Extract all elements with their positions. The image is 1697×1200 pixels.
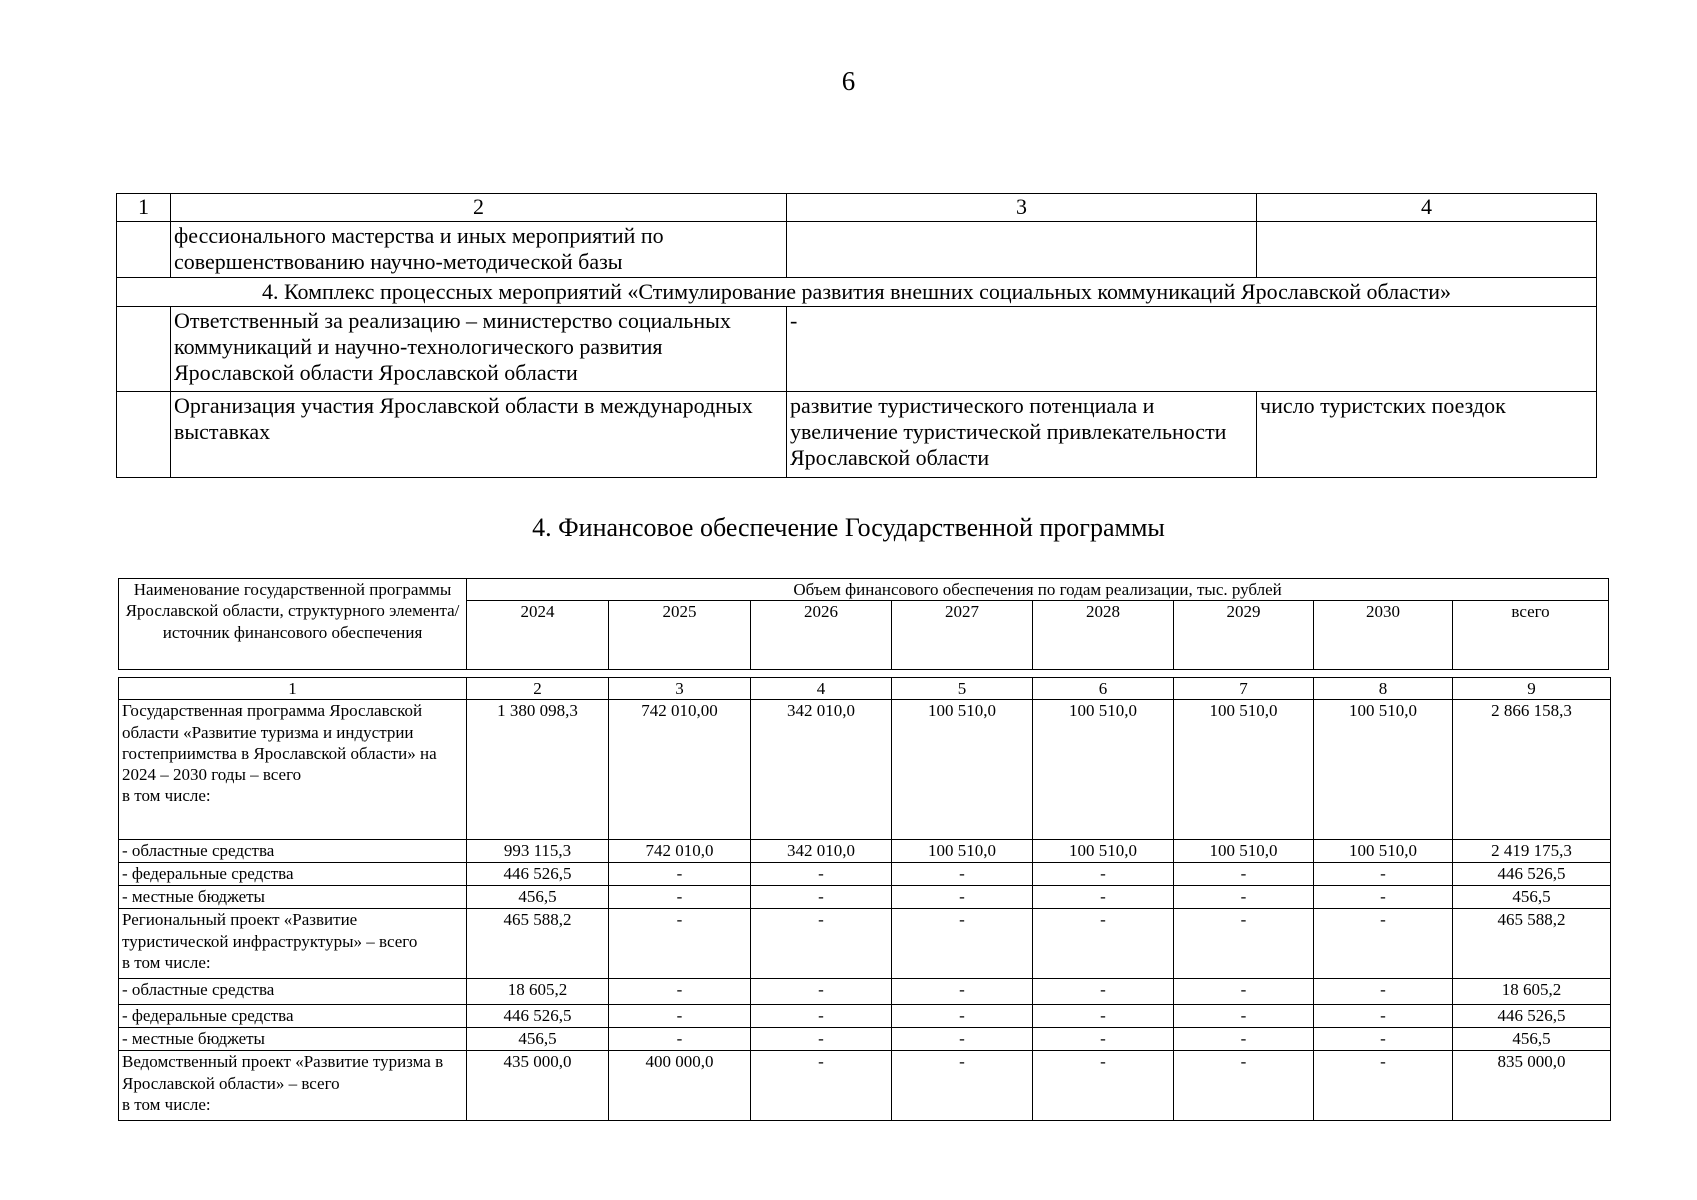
column-number: 5	[892, 678, 1033, 700]
year-value: 435 000,0	[467, 1051, 609, 1121]
responsible-text: Ответственный за реализацию – министерство социальных коммуникаций и научно-технологического развития Ярославской области Ярославской области	[171, 307, 787, 392]
row-name: Ведомственный проект «Развитие туризма в Ярославской области» – всего в том числе:	[119, 1051, 467, 1121]
table-row	[119, 700, 1611, 840]
year-value: 742 010,0	[609, 840, 751, 863]
year-value: 100 510,0	[1314, 700, 1453, 840]
year-value: -	[892, 1028, 1033, 1051]
year-value: 446 526,5	[467, 1005, 609, 1028]
table-row	[119, 1051, 1611, 1121]
year-value: -	[1314, 909, 1453, 979]
row-name: - местные бюджеты	[119, 886, 467, 909]
year-value: 342 010,0	[751, 840, 892, 863]
row-name: - федеральные средства	[119, 863, 467, 886]
table-row	[117, 307, 1597, 392]
year-header: 2029	[1174, 601, 1314, 670]
year-value: -	[1174, 1005, 1314, 1028]
year-header: 2027	[892, 601, 1033, 670]
activity-name: Организация участия Ярославской области в международных выставках	[171, 392, 787, 478]
empty-cell	[117, 222, 171, 278]
header-row	[119, 579, 1609, 601]
year-value: -	[609, 1028, 751, 1051]
year-value: -	[1174, 1051, 1314, 1121]
column-number: 9	[1453, 678, 1611, 700]
year-value: 400 000,0	[609, 1051, 751, 1121]
table-row	[119, 863, 1611, 886]
section-title: 4. Финансовое обеспечение Государственной программы	[532, 513, 1165, 542]
table-row	[119, 886, 1611, 909]
year-value: -	[1033, 979, 1174, 1005]
year-value: -	[1314, 1005, 1453, 1028]
year-value: -	[892, 863, 1033, 886]
empty-cell	[117, 307, 171, 392]
year-value: -	[1033, 909, 1174, 979]
year-value: 100 510,0	[1033, 700, 1174, 840]
row-name: - местные бюджеты	[119, 1028, 467, 1051]
year-value: 100 510,0	[1033, 840, 1174, 863]
table-row	[117, 222, 1597, 278]
year-value: 742 010,00	[609, 700, 751, 840]
total-value: 18 605,2	[1453, 979, 1611, 1005]
total-value: 2 866 158,3	[1453, 700, 1611, 840]
year-value: -	[1314, 1028, 1453, 1051]
row-name: Государственная программа Ярославской области «Развитие туризма и индустрии гостеприимства в Ярославской области» на 2024 – 2030 годы – всего в том числе:	[119, 700, 467, 840]
table-row	[119, 840, 1611, 863]
year-value: -	[1033, 886, 1174, 909]
year-value: 342 010,0	[751, 700, 892, 840]
year-header: 2028	[1033, 601, 1174, 670]
total-value: 446 526,5	[1453, 863, 1611, 886]
column-number: 3	[787, 194, 1257, 222]
year-value: 446 526,5	[467, 863, 609, 886]
total-value: 446 526,5	[1453, 1005, 1611, 1028]
year-value: -	[609, 909, 751, 979]
year-value: -	[892, 1005, 1033, 1028]
table-header-row	[117, 194, 1597, 222]
year-value: 100 510,0	[1174, 840, 1314, 863]
table-row	[119, 1005, 1611, 1028]
year-header: 2024	[467, 601, 609, 670]
year-value: -	[892, 1051, 1033, 1121]
year-value: -	[1033, 1005, 1174, 1028]
year-value: 993 115,3	[467, 840, 609, 863]
year-value: -	[1174, 909, 1314, 979]
volume-header: Объем финансового обеспечения по годам реализации, тыс. рублей	[467, 579, 1609, 601]
responsible-value: -	[787, 307, 1597, 392]
row-name: - областные средства	[119, 840, 467, 863]
empty-cell	[117, 392, 171, 478]
year-value: -	[751, 1005, 892, 1028]
year-value: -	[751, 909, 892, 979]
table-row	[119, 909, 1611, 979]
year-value: -	[1314, 863, 1453, 886]
finance-table	[118, 677, 1611, 1121]
year-value: 100 510,0	[1314, 840, 1453, 863]
year-value: -	[892, 886, 1033, 909]
year-value: -	[751, 863, 892, 886]
year-value: -	[609, 886, 751, 909]
year-value: -	[1314, 979, 1453, 1005]
column-number: 1	[119, 678, 467, 700]
total-value: 835 000,0	[1453, 1051, 1611, 1121]
activities-table	[116, 193, 1597, 478]
section-heading-row	[117, 278, 1597, 307]
section-heading: 4. Комплекс процессных мероприятий «Стимулирование развития внешних социальных коммуникаций Ярославской области»	[117, 278, 1597, 307]
year-value: -	[1314, 886, 1453, 909]
year-value: -	[1174, 979, 1314, 1005]
year-value: -	[1174, 1028, 1314, 1051]
year-value: 1 380 098,3	[467, 700, 609, 840]
year-value: -	[1033, 1051, 1174, 1121]
year-value: -	[1314, 1051, 1453, 1121]
empty-cell	[787, 222, 1257, 278]
total-value: 465 588,2	[1453, 909, 1611, 979]
year-value: 18 605,2	[467, 979, 609, 1005]
year-value: -	[1033, 863, 1174, 886]
year-value: -	[751, 886, 892, 909]
table-row	[117, 392, 1597, 478]
year-value: 100 510,0	[892, 700, 1033, 840]
year-header: 2026	[751, 601, 892, 670]
year-value: -	[609, 863, 751, 886]
column-number: 8	[1314, 678, 1453, 700]
year-value: 456,5	[467, 886, 609, 909]
table-row	[119, 1028, 1611, 1051]
year-value: -	[1174, 863, 1314, 886]
year-header: 2025	[609, 601, 751, 670]
total-value: 456,5	[1453, 886, 1611, 909]
year-value: -	[1174, 886, 1314, 909]
column-number: 4	[1257, 194, 1597, 222]
column-number: 2	[171, 194, 787, 222]
year-value: 100 510,0	[892, 840, 1033, 863]
year-value: -	[751, 1051, 892, 1121]
column-number: 2	[467, 678, 609, 700]
finance-table-header	[118, 578, 1609, 670]
year-value: -	[892, 979, 1033, 1005]
year-value: -	[892, 909, 1033, 979]
year-value: 465 588,2	[467, 909, 609, 979]
activity-indicator: число туристских поездок	[1257, 392, 1597, 478]
year-value: -	[751, 1028, 892, 1051]
row-name: - областные средства	[119, 979, 467, 1005]
year-value: 456,5	[467, 1028, 609, 1051]
table-row	[119, 979, 1611, 1005]
total-header: всего	[1453, 601, 1609, 670]
activity-task: развитие туристического потенциала и увеличение туристической привлекательности Ярославской области	[787, 392, 1257, 478]
total-value: 456,5	[1453, 1028, 1611, 1051]
column-number-row	[119, 678, 1611, 700]
year-value: -	[1033, 1028, 1174, 1051]
year-value: -	[751, 979, 892, 1005]
empty-cell	[1257, 222, 1597, 278]
name-column-header: Наименование государственной программы Ярославской области, структурного элемента/ источник финансового обеспечения	[119, 579, 467, 670]
page-number: 6	[841, 66, 856, 96]
activity-name-continuation: фессионального мастерства и иных мероприятий по совершенствованию научно-методической базы	[171, 222, 787, 278]
year-header: 2030	[1314, 601, 1453, 670]
column-number: 6	[1033, 678, 1174, 700]
column-number: 4	[751, 678, 892, 700]
column-number: 1	[117, 194, 171, 222]
column-number: 3	[609, 678, 751, 700]
row-name: - федеральные средства	[119, 1005, 467, 1028]
year-value: -	[609, 1005, 751, 1028]
column-number: 7	[1174, 678, 1314, 700]
total-value: 2 419 175,3	[1453, 840, 1611, 863]
year-value: 100 510,0	[1174, 700, 1314, 840]
row-name: Региональный проект «Развитие туристической инфраструктуры» – всего в том числе:	[119, 909, 467, 979]
year-value: -	[609, 979, 751, 1005]
